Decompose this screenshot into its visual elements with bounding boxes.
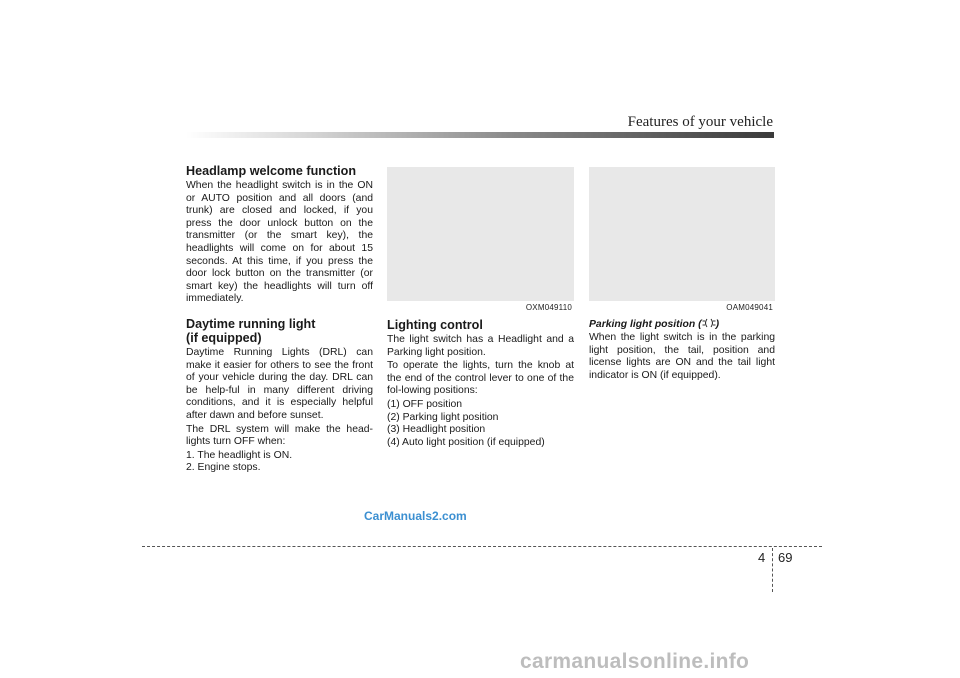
parking-light-heading <box>589 318 775 331</box>
welcome-heading: Headlamp welcome function <box>186 164 357 178</box>
page-number: 69 <box>778 550 793 565</box>
chapter-number: 4 <box>758 550 766 565</box>
drl-heading-line2: (if equipped) <box>186 330 262 345</box>
list-item: (4) Auto light position (if equipped) <box>387 436 545 448</box>
lighting-body-2: To operate the lights, turn the knob at the end of the control lever to one of the fol-lowing positions: <box>387 360 574 397</box>
drl-body-1: Daytime Running Lights (DRL) can make it easier for others to see the front of your vehicle during the day. DRL can be help-ful in many different driving conditions, and it is especially helpful after dawn and before sunset. <box>186 346 373 421</box>
list-item: 2. Engine stops. <box>186 462 261 474</box>
drl-heading <box>186 317 373 345</box>
lighting-control-heading: Lighting control <box>387 318 483 332</box>
page-header-title: Features of your vehicle <box>627 114 773 130</box>
welcome-body: When the headlight switch is in the ON or AUTO position and all doors (and trunk) are closed and locked, if you press the door unlock button on the transmitter (or the smart key), the headlights will come on for about 15 seconds. At this time, if you press the door lock button on the transmitter (or smart key) the headlights will turn off immediately. <box>186 180 373 305</box>
drl-body-2: The DRL system will make the head-lights turn OFF when: <box>186 423 373 448</box>
position-list <box>387 399 574 449</box>
parking-light-figure <box>589 167 775 313</box>
lighting-switch-figure <box>387 167 574 313</box>
bottom-watermark: carmanualsonline.info <box>520 650 750 673</box>
drl-list <box>186 450 373 475</box>
header-rule <box>186 132 774 138</box>
parking-light-body: When the light switch is in the parking light position, the tail, position and license lights are ON and the tail light indicator is ON (if equipped). <box>589 332 775 381</box>
figure-code: OXM049110 <box>525 303 572 313</box>
list-item: (3) Headlight position <box>387 424 486 436</box>
column-right <box>589 167 775 383</box>
column-left <box>186 164 373 475</box>
list-item: (1) OFF position <box>387 398 463 410</box>
footer-divider <box>772 548 773 592</box>
list-item: 1. The headlight is ON. <box>186 449 293 461</box>
figure-code: OAM049041 <box>726 303 773 313</box>
lighting-body-1: The light switch has a Headlight and a Parking light position. <box>387 334 574 358</box>
footer-rule <box>142 546 822 547</box>
column-middle <box>387 167 574 449</box>
parking-light-icon <box>702 318 716 328</box>
parking-heading-prefix: Parking light position ( <box>589 319 702 330</box>
list-item: (2) Parking light position <box>387 411 499 423</box>
parking-heading-suffix: ) <box>715 319 720 330</box>
watermark-link[interactable]: CarManuals2.com <box>364 509 467 523</box>
drl-heading-line1: Daytime running light <box>186 316 316 331</box>
